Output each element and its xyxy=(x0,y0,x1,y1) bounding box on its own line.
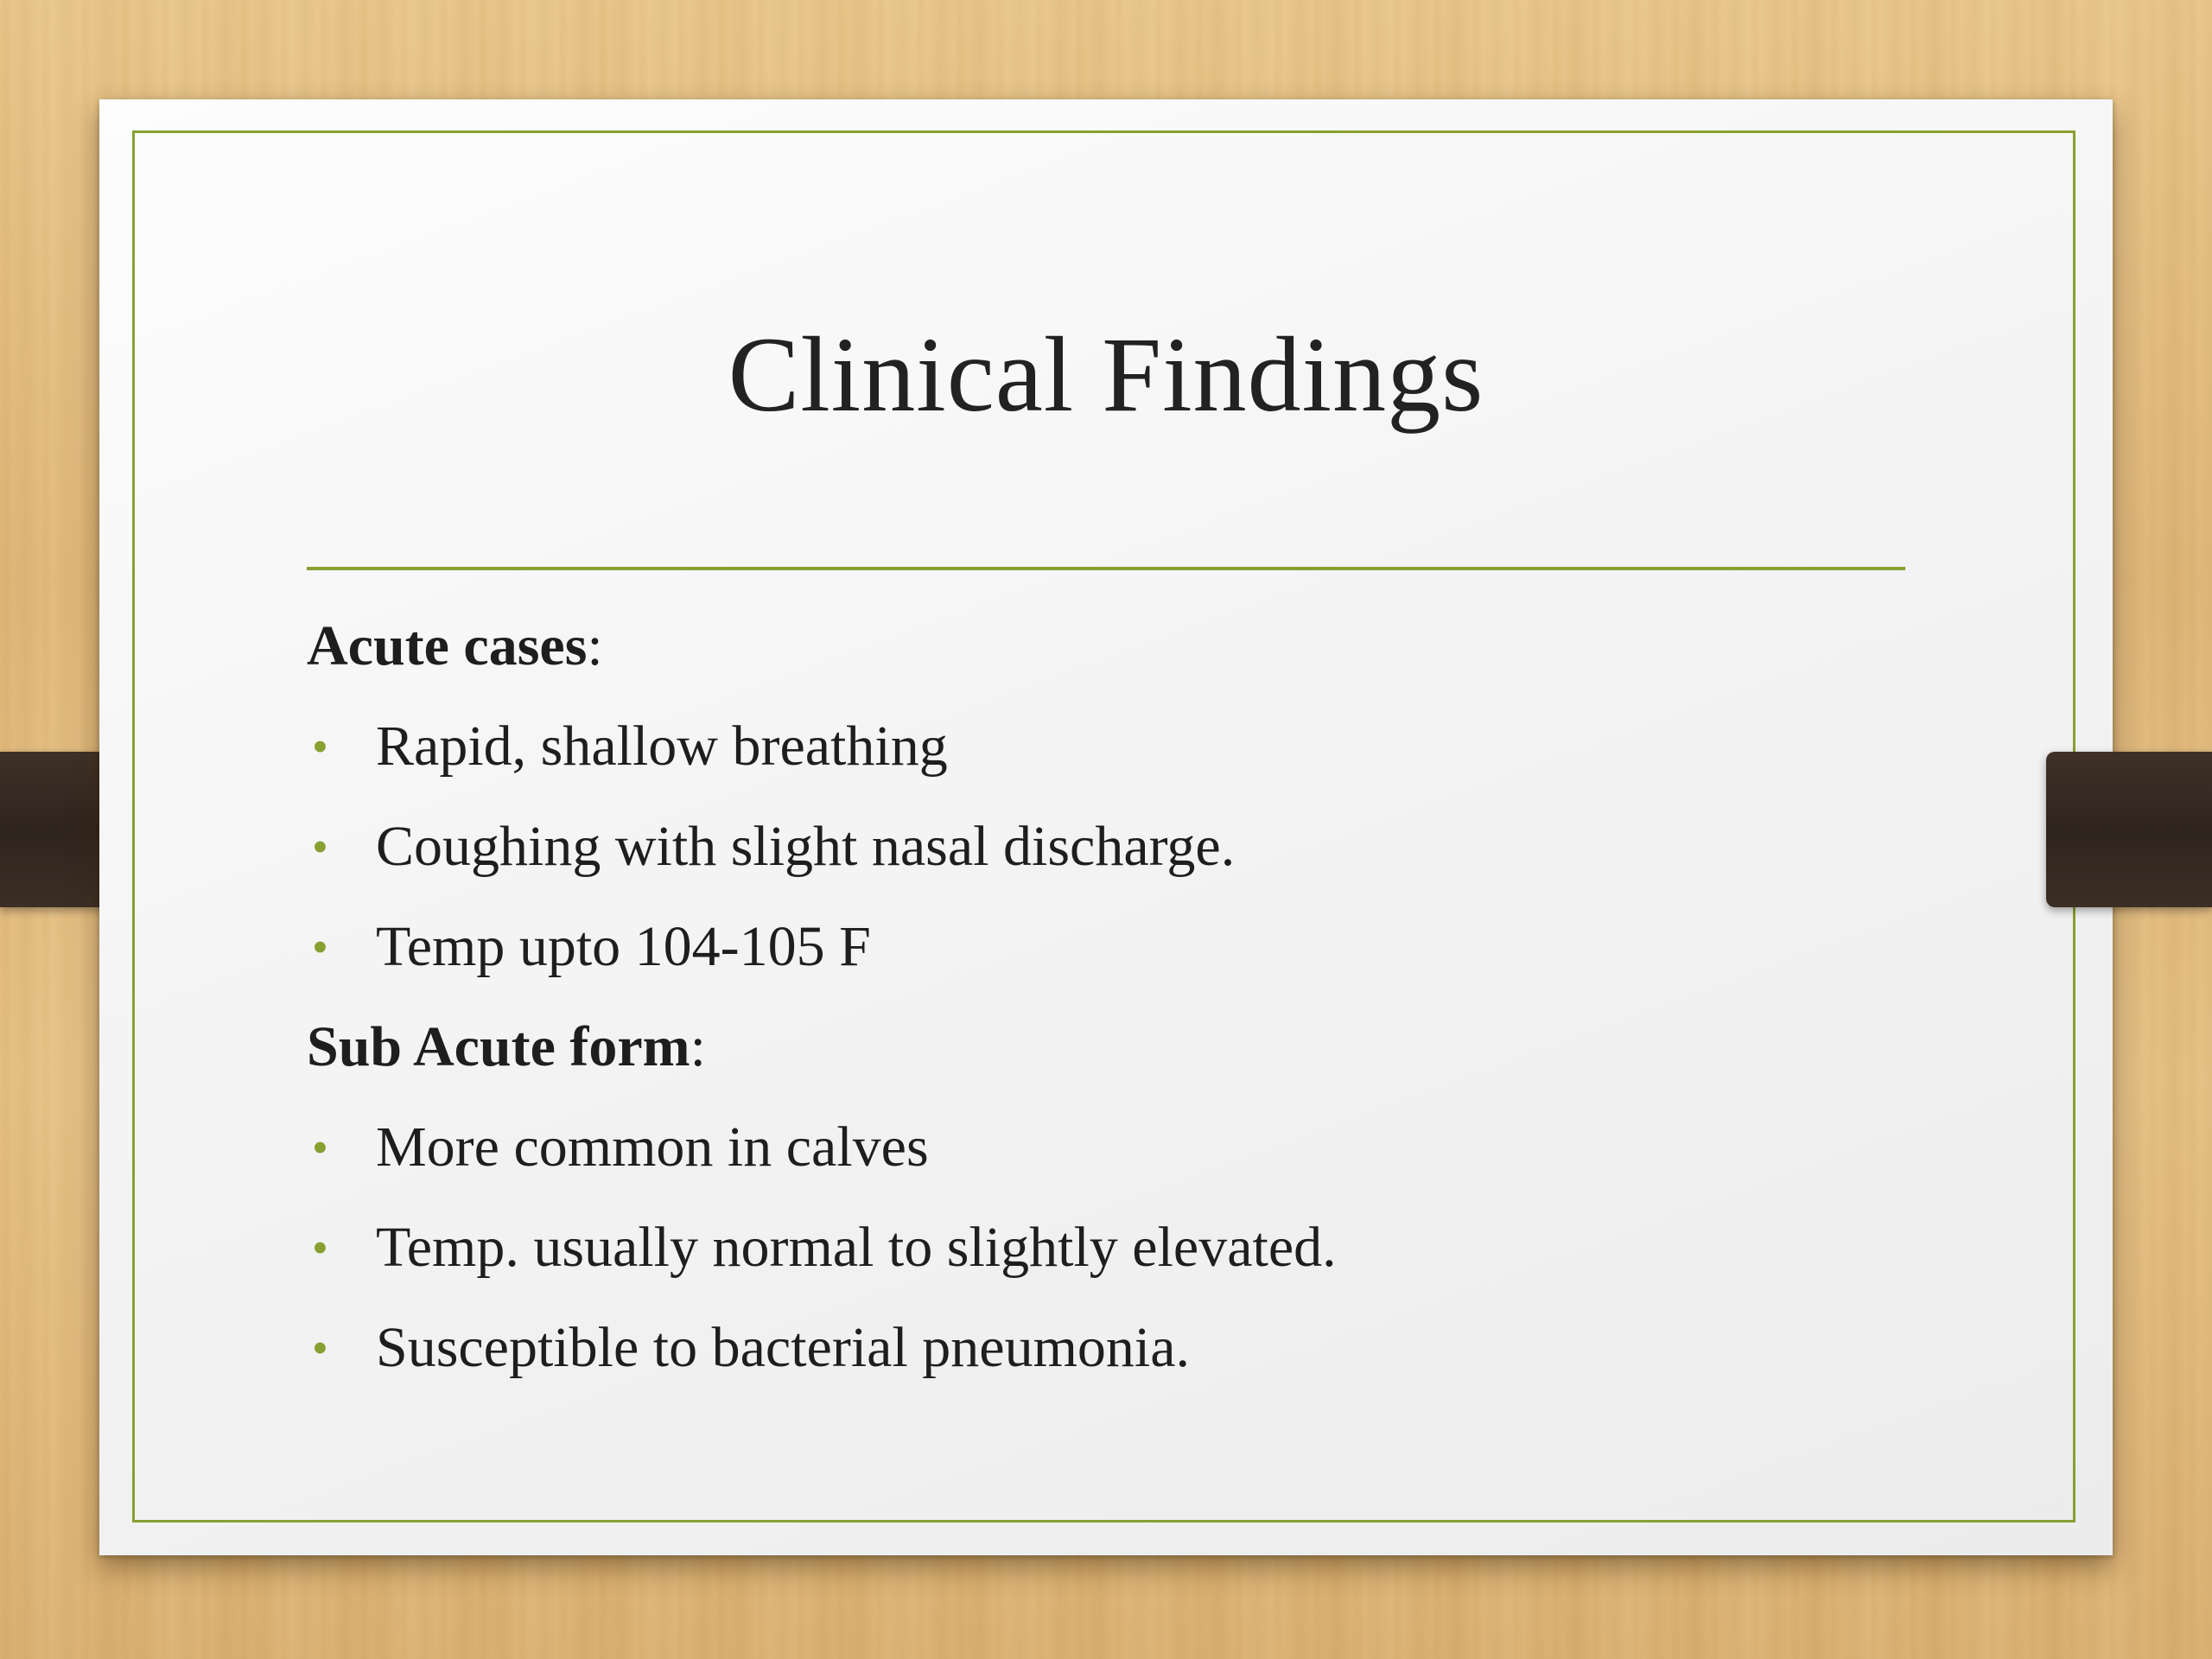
list-item xyxy=(307,797,1948,897)
list-item-text: Susceptible to bacterial pneumonia. xyxy=(376,1316,1191,1379)
section-heading-label: Sub Acute form xyxy=(307,1015,690,1078)
bullet-dot-icon: • xyxy=(312,1222,328,1274)
slide-card xyxy=(99,99,2113,1555)
bullet-dot-icon: • xyxy=(312,721,328,772)
list-item xyxy=(307,1298,1948,1398)
list-item-text: Coughing with slight nasal discharge. xyxy=(376,815,1236,878)
list-item-text: Temp. usually normal to slightly elevated. xyxy=(376,1216,1337,1279)
section-heading-label: Acute cases xyxy=(307,614,588,677)
section-heading-subacute xyxy=(307,997,1948,1097)
slide-title: Clinical Findings xyxy=(728,315,1484,434)
bullet-dot-icon: • xyxy=(312,921,328,973)
bullet-dot-icon: • xyxy=(312,821,328,873)
list-item xyxy=(307,1097,1948,1198)
list-item-text: Temp upto 104-105 F xyxy=(376,915,871,978)
list-item xyxy=(307,696,1948,797)
list-item xyxy=(307,897,1948,997)
section-heading-colon: : xyxy=(587,614,603,677)
list-item-text: More common in calves xyxy=(376,1116,929,1179)
right-binder-strap xyxy=(2046,752,2212,907)
list-item-text: Rapid, shallow breathing xyxy=(376,715,948,778)
section-heading-acute xyxy=(307,596,1948,696)
title-divider xyxy=(307,567,1905,570)
slide-body xyxy=(307,596,1948,1398)
bullet-dot-icon: • xyxy=(312,1122,328,1173)
list-item xyxy=(307,1198,1948,1298)
section-heading-colon: : xyxy=(690,1015,707,1078)
bullet-dot-icon: • xyxy=(312,1322,328,1374)
